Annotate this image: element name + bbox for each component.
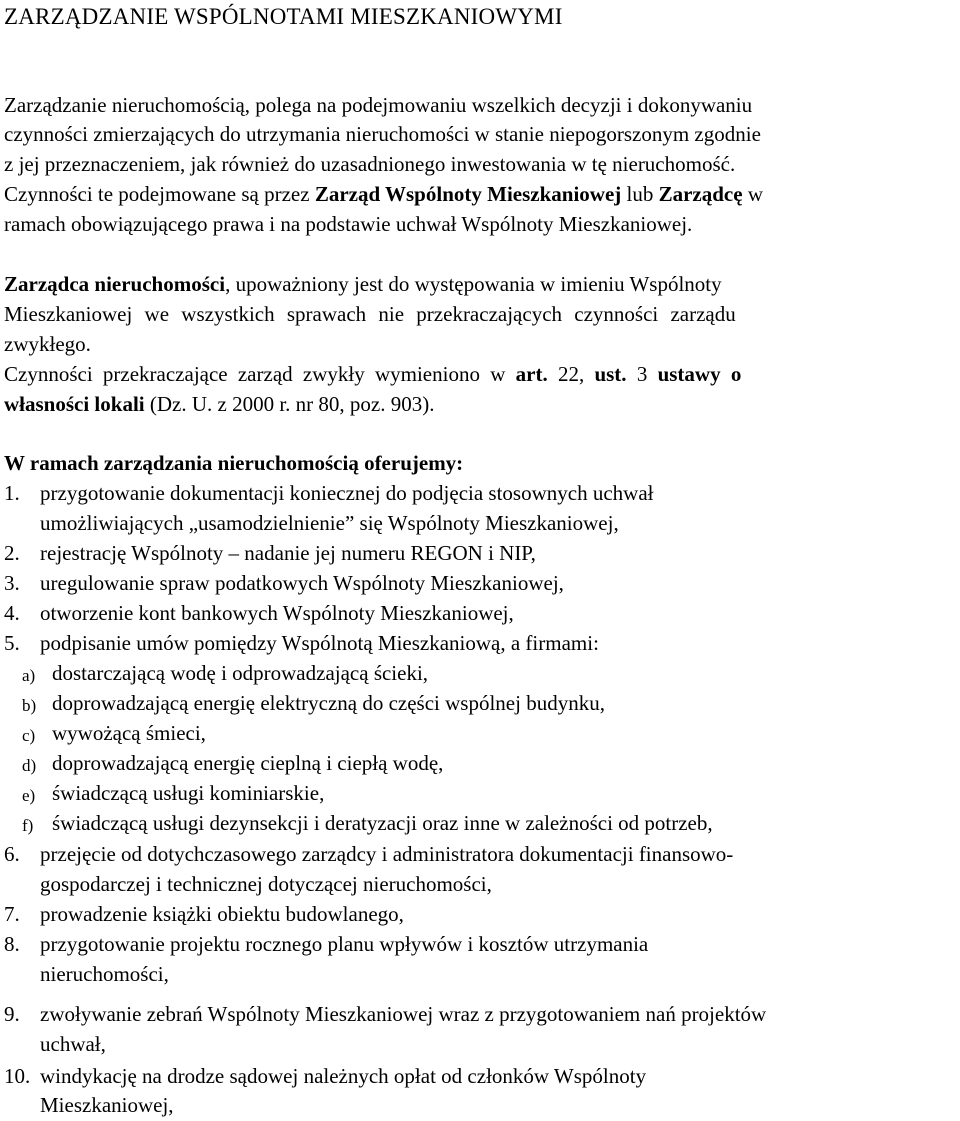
paragraph-1-line-2 (4, 120, 954, 150)
list-item-text: przygotowanie projektu rocznego planu wpływów i kosztów utrzymania (40, 932, 649, 956)
list-item-text: windykację na drodze sądowej należnych opłat od członków Wspólnoty (40, 1064, 647, 1088)
text: czynności zmierzających do utrzymania nieruchomości w stanie niepogorszonym zgodnie (4, 122, 761, 146)
text: Czynności przekraczające zarząd zwykły wymieniono w (4, 362, 516, 386)
offer-heading: W ramach zarządzania nieruchomością oferujemy: (4, 451, 464, 475)
sublist-item-text: doprowadzającą energię elektryczną do części wspólnej budynku, (52, 691, 605, 715)
list-number: 7. (4, 902, 20, 926)
list-item-text: umożliwiających „usamodzielnienie” się Wspólnoty Mieszkaniowej, (40, 511, 619, 535)
list-number: 3. (4, 571, 20, 595)
list-item-text: prowadzenie książki obiektu budowlanego, (40, 902, 404, 926)
list-item-text: otworzenie kont bankowych Wspólnoty Mieszkaniowej, (40, 601, 514, 625)
paragraph-2-line-3: zwykłego. (4, 332, 91, 356)
paragraph-1-line-4 (4, 180, 763, 210)
paragraph-1-line-1 (4, 91, 954, 121)
bold-term: Zarządcę (658, 182, 743, 206)
text: (Dz. U. z 2000 r. nr 80, poz. 903). (144, 392, 435, 416)
text: lub (621, 182, 659, 206)
paragraph-1-line-3: z jej przeznaczeniem, jak również do uzasadnionego inwestowania w tę nieruchomość. (4, 152, 736, 176)
list-item-text: nieruchomości, (40, 962, 169, 986)
bold-term: art. (515, 362, 548, 386)
sublist-letter: a) (22, 666, 36, 685)
sublist-item-text: dostarczającą wodę i odprowadzającą ścieki, (52, 661, 429, 685)
list-item-text: uchwał, (40, 1032, 106, 1056)
sublist-letter: f) (22, 816, 34, 835)
list-number: 1. (4, 481, 20, 505)
list-number: 6. (4, 842, 20, 866)
text: Zarządzanie nieruchomością, polega na podejmowaniu wszelkich decyzji i dokonywaniu (4, 93, 753, 117)
list-number: 8. (4, 932, 20, 956)
list-number: 4. (4, 601, 20, 625)
paragraph-2-line-4 (4, 360, 741, 390)
sublist-item-text: doprowadzającą energię cieplną i ciepłą wodę, (52, 751, 444, 775)
list-number: 2. (4, 541, 20, 565)
text: , upoważniony jest do występowania w imieniu Wspólnoty (225, 272, 722, 296)
list-item-text: zwoływanie zebrań Wspólnoty Mieszkaniowej wraz z przygotowaniem nań projektów (40, 1002, 767, 1026)
list-item-text: gospodarczej i technicznej dotyczącej nieruchomości, (40, 872, 492, 896)
list-item-text: przejęcie od dotychczasowego zarządcy i administratora dokumentacji finansowo- (40, 842, 734, 866)
bold-term: Zarządca nieruchomości (4, 272, 226, 296)
list-number: 5. (4, 631, 20, 655)
sublist-item-text: świadczącą usługi kominiarskie, (52, 781, 325, 805)
list-item-text: przygotowanie dokumentacji koniecznej do podjęcia stosownych uchwał (40, 481, 654, 505)
text: w (742, 182, 764, 206)
list-item-text: podpisanie umów pomiędzy Wspólnotą Mieszkaniową, a firmami: (40, 631, 599, 655)
list-number: 9. (4, 1002, 20, 1026)
list-item-text: Mieszkaniowej, (40, 1093, 174, 1117)
text: 3 (626, 362, 658, 386)
list-item-text: rejestrację Wspólnoty – nadanie jej numeru REGON i NIP, (40, 541, 536, 565)
page-title: ZARZĄDZANIE WSPÓLNOTAMI MIESZKANIOWYMI (4, 4, 563, 29)
paragraph-2-line-1 (4, 270, 722, 300)
sublist-letter: e) (22, 786, 36, 805)
bold-term: Zarząd Wspólnoty Mieszkaniowej (314, 182, 622, 206)
list-number: 10. (4, 1064, 31, 1088)
paragraph-2-line-2: Mieszkaniowej we wszystkich sprawach nie przekraczających czynności zarządu (4, 302, 736, 326)
sublist-letter: b) (22, 696, 37, 715)
sublist-letter: c) (22, 726, 36, 745)
sublist-letter: d) (22, 756, 37, 775)
sublist-item-text: wywożącą śmieci, (52, 721, 206, 745)
paragraph-2-line-5 (4, 390, 434, 420)
sublist-item-text: świadczącą usługi dezynsekcji i deratyzacji oraz inne w zależności od potrzeb, (52, 811, 713, 835)
text: 22, (547, 362, 595, 386)
paragraph-1-line-5: ramach obowiązującego prawa i na podstawie uchwał Wspólnoty Mieszkaniowej. (4, 212, 693, 236)
list-item-text: uregulowanie spraw podatkowych Wspólnoty Mieszkaniowej, (40, 571, 564, 595)
text: Czynności te podejmowane są przez (4, 182, 315, 206)
bold-term: ust. (594, 362, 627, 386)
bold-term: własności lokali (4, 392, 145, 416)
bold-term: ustawy o (657, 362, 742, 386)
